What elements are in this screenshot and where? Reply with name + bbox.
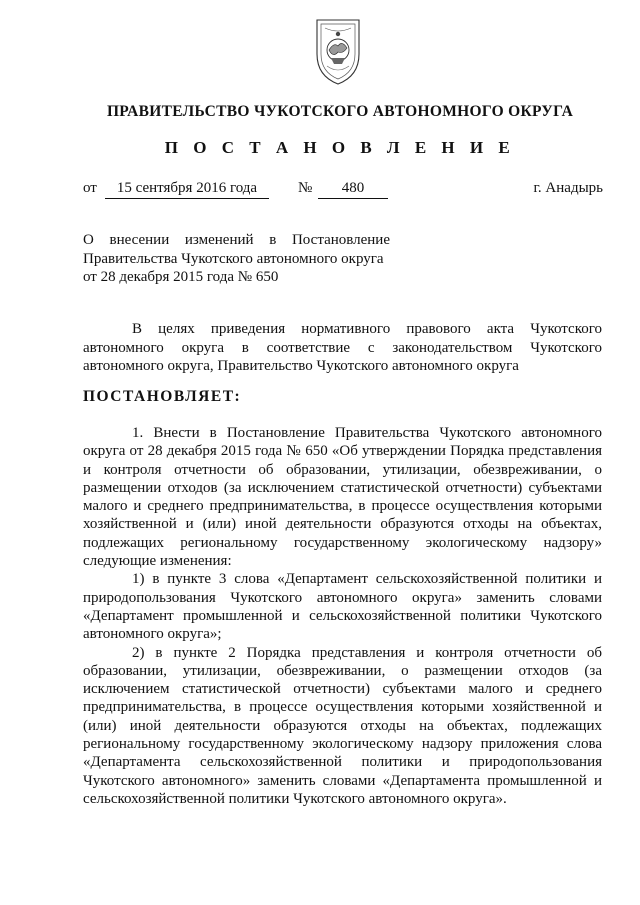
document-date: 15 сентября 2016 года — [105, 180, 269, 199]
body-paragraph-1: 1. Внести в Постановление Правительства Чукотского автономного округа от 28 декабря 2015 года № 650 «Об утверждении Порядка представления и контроля отчетности об образовании, утилизации, обезвреживании, о размещении отходов (за исключением статистической отчетности) субъектами малого и среднего предпринимательства, в процессе осуществления которыми хозяйственной и (или) иной деятельности образуются отходы на объектах, подлежащих региональному государственному экологическому надзору» следующие изменения: — [83, 425, 602, 570]
preamble-text — [83, 320, 602, 376]
document-type-title: П О С Т А Н О В Л Е Н И Е — [164, 138, 516, 157]
resolves-heading: ПОСТАНОВЛЯЕТ: — [83, 388, 242, 405]
document-city: г. Анадырь — [533, 180, 603, 196]
document-meta-row — [83, 180, 603, 202]
subject-line: О внесении изменений в Постановление — [83, 232, 390, 248]
document-subject — [83, 231, 390, 287]
subject-line: Правительства Чукотского автономного округа — [83, 250, 384, 267]
document-number: 480 — [318, 180, 388, 199]
number-label: № — [298, 180, 313, 196]
preamble-paragraph: В целях приведения нормативного правового акта Чукотского автономного округа в соответствие с законодательством Чукотского автономного округа, Правительство Чукотского автономного округа — [83, 321, 602, 374]
document-body — [83, 424, 602, 808]
body-paragraph-3: 2) в пункте 2 Порядка представления и контроля отчетности об образовании, утилизации, обезвреживании, о размещении отходов (за исключением статистической отчетности) субъектами малого и среднего предпринимательства, в процессе осуществления которыми хозяйственной и (или) иной деятельности образуются отходы на объектах, подлежащих региональному государственному экологическому надзору приложения слова «Департамента сельскохозяйственной политики и природопользования Чукотского автономного» заменить словами «Департамента промышленной и сельскохозяйственной политики Чукотского автономного округа». — [83, 644, 602, 807]
subject-line: от 28 декабря 2015 года № 650 — [83, 269, 279, 285]
government-title: ПРАВИТЕЛЬСТВО ЧУКОТСКОГО АВТОНОМНОГО ОКРУГА — [106, 103, 574, 120]
coat-of-arms-emblem-icon — [307, 14, 369, 88]
body-paragraph-2: 1) в пункте 3 слова «Департамент сельскохозяйственной политики и природопользования Чукотского автономного округа» заменить словами «Департамент промышленной и сельскохозяйственной политики Чукотского автономного округа»; — [83, 571, 602, 643]
date-prefix-label: от — [83, 180, 97, 196]
